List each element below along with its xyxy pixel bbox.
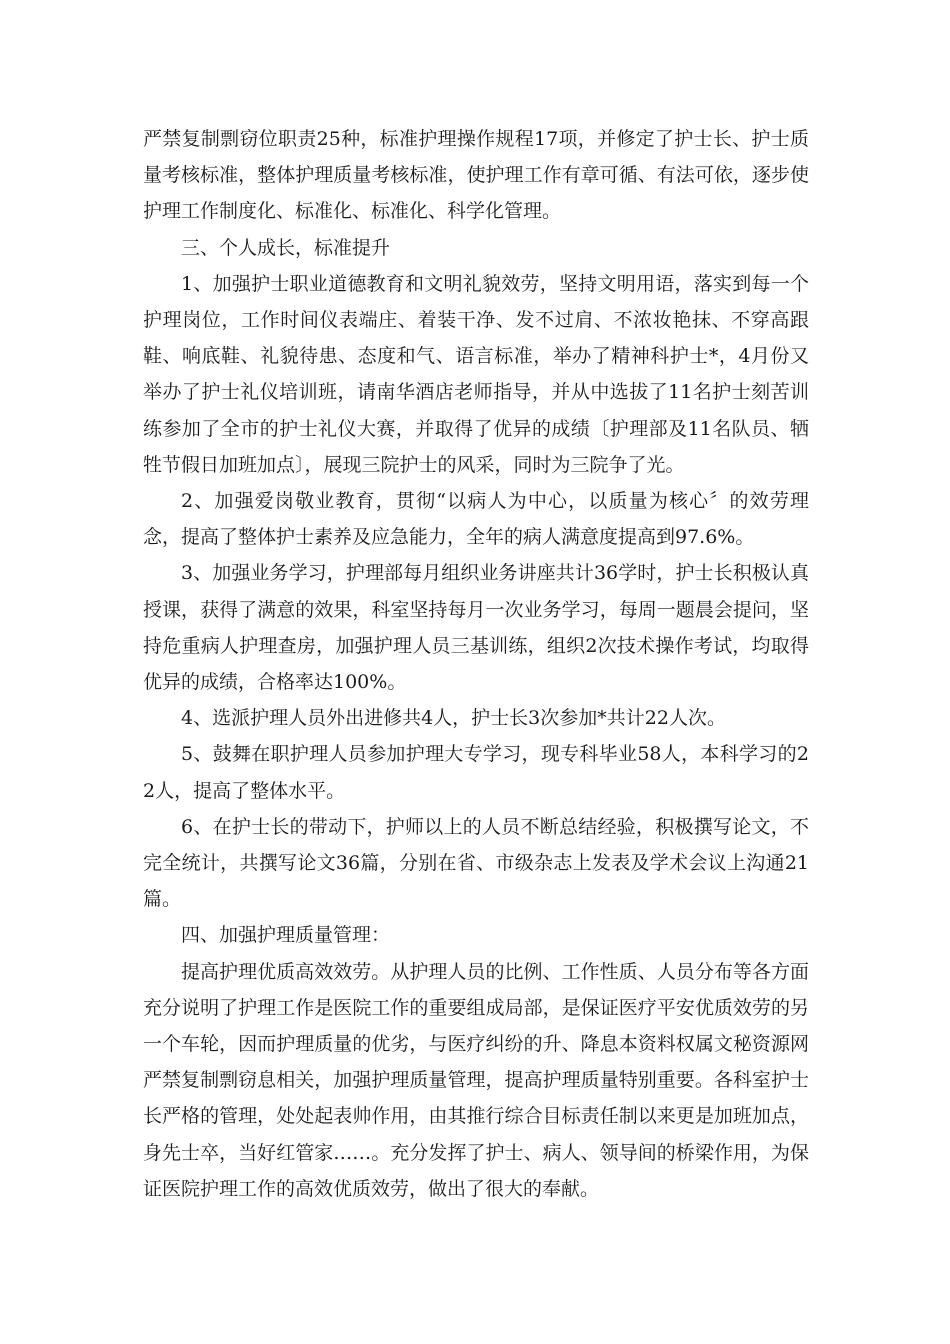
section-heading-3: 三、个人成长，标准提升: [181, 236, 391, 259]
paragraph-item-6: 6、在护士长的带动下，护师以上的人员不断总结经验，积极撰写论文，不完全统计，共撰写论文36篇，分别在省、市级杂志上发表及学术会议上沟通21篇。: [143, 815, 809, 911]
paragraph-continuation: 严禁复制剽窃位职责25种，标准护理操作规程17项，并修定了护士长、护士质量考核标准，整体护理质量考核标准，使护理工作有章可循、有法可依，逐步使护理工作制度化、标准化、标准化、科学化管理。: [143, 128, 809, 223]
paragraph-item-1: 1、加强护士职业道德教育和文明礼貌效劳，坚持文明用语，落实到每一个护理岗位，工作时间仪表端庄、着装干净、发不过肩、不浓妆艳抹、不穿高跟鞋、响底鞋、礼貌待患、态度和气、语言标准，举办了精神科护士*，4月份又举办了护士礼仪培训班，请南华酒店老师指导，并从中选拔了11名护士刻苦训练参加了全市的护士礼仪大赛，并取得了优异的成绩〔护理部及11名队员、牺牲节假日加班加点〕，展现三院护士的风采，同时为三院争了光。: [143, 272, 809, 476]
paragraph-item-2: 2、加强爱岗敬业教育，贯彻“以病人为中心，以质量为核心〞的效劳理念，提高了整体护士素养及应急能力，全年的病人满意度提高到97.6%。: [143, 490, 809, 549]
paragraph-quality: 提高护理优质高效效劳。从护理人员的比例、工作性质、人员分布等各方面充分说明了护理工作是医院工作的重要组成局部，是保证医疗平安优质效劳的另一个车轮，因而护理质量的优劣，与医疗纠纷的升、降息本资料权属文秘资源网严禁复制剽窃息相关，加强护理质量管理，提高护理质量特别重要。各科室护士长严格的管理，处处起表帅作用，由其推行综合目标责任制以来更是加班加点，身先士卒，当好红管家……。充分发挥了护士、病人、领导间的桥梁作用，为保证医院护理工作的高效优质效劳，做出了很大的奉献。: [143, 960, 809, 1200]
paragraph-item-4: 4、选派护理人员外出进修共4人，护士长3次参加*共计22人次。: [181, 707, 726, 730]
section-heading-4: 四、加强护理质量管理：: [181, 924, 391, 947]
paragraph-item-5: 5、鼓舞在职护理人员参加护理大专学习，现专科毕业58人，本科学习的22人，提高了整体水平。: [143, 743, 809, 802]
document-body: [143, 121, 809, 1207]
paragraph-item-3: 3、加强业务学习，护理部每月组织业务讲座共计36学时，护士长积极认真授课，获得了满意的效果，科室坚持每月一次业务学习，每周一题晨会提问，坚持危重病人护理查房，加强护理人员三基训练，组织2次技术操作考试，均取得优异的成绩，合格率达100%。: [143, 562, 809, 694]
